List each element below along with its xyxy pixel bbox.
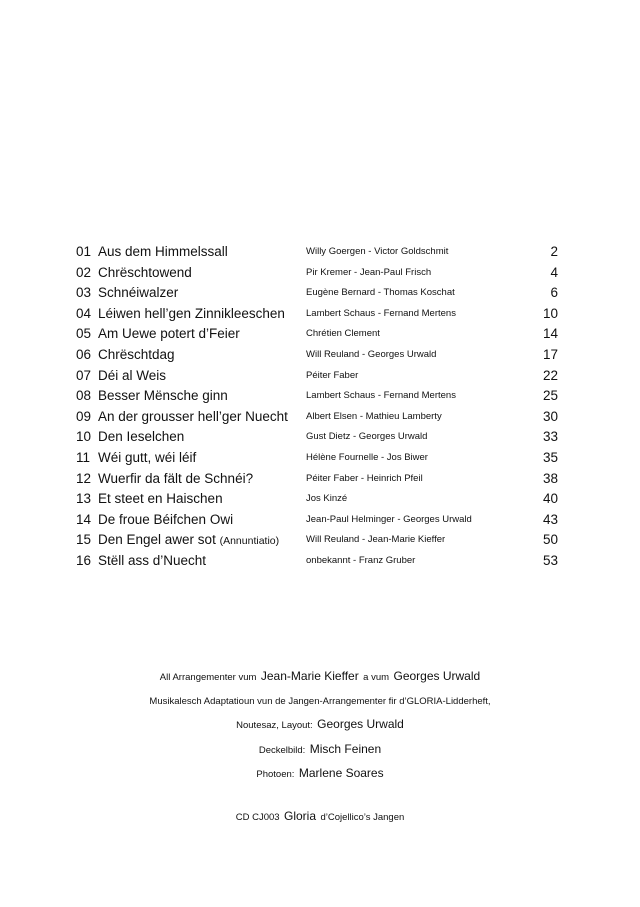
song-authors: Will Reuland - Georges Urwald (306, 348, 437, 360)
page-number: 17 (542, 346, 558, 362)
song-authors: Lambert Schaus - Fernand Mertens (306, 307, 456, 319)
song-number: 10 (76, 429, 92, 445)
list-item (76, 324, 558, 345)
list-item (76, 510, 558, 531)
page-number: 43 (542, 511, 558, 527)
adaptation-credit: Musikalesch Adaptatioun vun de Jangen-Arrangementer fir d’GLORIA-Lidderheft, (149, 696, 491, 708)
song-authors: Willy Goergen - Victor Goldschmit (306, 246, 449, 257)
list-item (76, 427, 558, 448)
song-number: 05 (76, 326, 92, 342)
song-authors: onbekannt - Franz Gruber (306, 554, 416, 566)
list-item (76, 283, 558, 304)
song-authors: Jean-Paul Helminger - Georges Urwald (306, 513, 472, 525)
song-number: 08 (76, 388, 92, 404)
list-item (76, 304, 558, 325)
song-number: 06 (76, 346, 92, 362)
song-title: Déi al Weis (98, 367, 167, 383)
song-number: 15 (76, 532, 92, 548)
song-number: 14 (76, 511, 92, 527)
song-authors: Eugène Bernard - Thomas Koschat (306, 287, 455, 299)
song-title: An der grousser hell’ger Nuecht (98, 408, 288, 424)
song-authors: Albert Elsen - Mathieu Lamberty (306, 410, 442, 422)
song-title: Besser Mënsche ginn (98, 388, 228, 404)
page-number: 6 (550, 285, 558, 301)
song-number: 07 (76, 367, 92, 383)
cd-album: Gloria (284, 809, 317, 823)
page-number: 2 (550, 244, 558, 259)
song-title: Wéi gutt, wéi léif (98, 449, 197, 465)
song-title: Chrëschtowend (98, 264, 192, 280)
list-item (76, 448, 558, 469)
page-number: 14 (542, 326, 558, 342)
song-number: 13 (76, 491, 92, 507)
song-authors: Jos Kinzé (306, 493, 348, 505)
song-title: Am Uewe potert d’Feier (98, 326, 240, 342)
page-number: 10 (542, 305, 558, 321)
list-item (76, 242, 558, 263)
song-authors: Pir Kremer - Jean-Paul Frisch (306, 266, 432, 278)
song-authors: Will Reuland - Jean-Marie Kieffer (306, 534, 446, 546)
page-number: 30 (542, 408, 558, 424)
page-number: 22 (542, 367, 558, 383)
song-title: Aus dem Himmelssall (98, 244, 228, 259)
song-authors: Hélène Fournelle - Jos Biwer (306, 451, 428, 463)
page-number: 40 (542, 491, 558, 507)
credits-block (0, 664, 640, 785)
song-number: 11 (76, 449, 91, 465)
layout-credit: Noutesaz, Layout: Georges Urwald (236, 717, 404, 732)
page-number: 53 (542, 552, 558, 568)
cd-reference (0, 806, 640, 828)
song-title: Wuerfir da fält de Schnéi? (98, 470, 254, 486)
list-item (76, 366, 558, 387)
page-number: 50 (542, 532, 558, 548)
photo-credit: Photoen: Marlene Soares (256, 765, 384, 780)
page-number: 33 (542, 429, 558, 445)
song-title: Den Engel awer sot (Annuntiatio) (98, 532, 280, 548)
list-item (76, 263, 558, 284)
song-list (76, 242, 558, 572)
song-authors: Lambert Schaus - Fernand Mertens (306, 390, 456, 402)
list-item (76, 469, 558, 490)
cd-artist: d’Cojellico’s Jangen (320, 812, 405, 823)
song-title: De froue Béifchen Owi (98, 511, 234, 527)
cd-code: CD CJ003 (235, 812, 280, 823)
page-number: 35 (542, 449, 558, 465)
list-item (76, 551, 558, 572)
song-authors: Péiter Faber - Heinrich Pfeil (306, 472, 423, 484)
list-item (76, 530, 558, 551)
list-item (76, 407, 558, 428)
page-number: 4 (550, 264, 558, 280)
page-number: 38 (542, 470, 558, 486)
song-title: Den Ieselchen (98, 429, 185, 445)
page-number: 25 (542, 388, 558, 404)
arrangement-credit: All Arrangementer vum Jean-Marie Kieffer a vum Georges Urwald (159, 669, 481, 683)
list-item (76, 345, 558, 366)
song-title: Stëll ass d’Nuecht (98, 552, 207, 568)
song-title: Chrëschtdag (98, 346, 175, 362)
song-number: 02 (76, 264, 92, 280)
song-number: 03 (76, 285, 92, 301)
list-item (76, 386, 558, 407)
song-authors: Chrétien Clement (306, 328, 380, 340)
cover-credit: Deckelbild: Misch Feinen (258, 741, 382, 756)
list-item (76, 489, 558, 510)
song-number: 09 (76, 408, 92, 424)
song-number: 12 (76, 470, 92, 486)
song-authors: Gust Dietz - Georges Urwald (306, 431, 428, 443)
song-title: Et steet en Haischen (98, 491, 223, 507)
song-number: 01 (76, 244, 92, 259)
song-number: 04 (76, 305, 92, 321)
song-note: (Annuntiatio) (219, 535, 280, 548)
song-number: 16 (76, 552, 92, 568)
song-authors: Péiter Faber (306, 369, 359, 381)
song-title: Léiwen hell’gen Zinnikleeschen (98, 305, 285, 321)
song-title: Schnéiwalzer (98, 285, 179, 301)
